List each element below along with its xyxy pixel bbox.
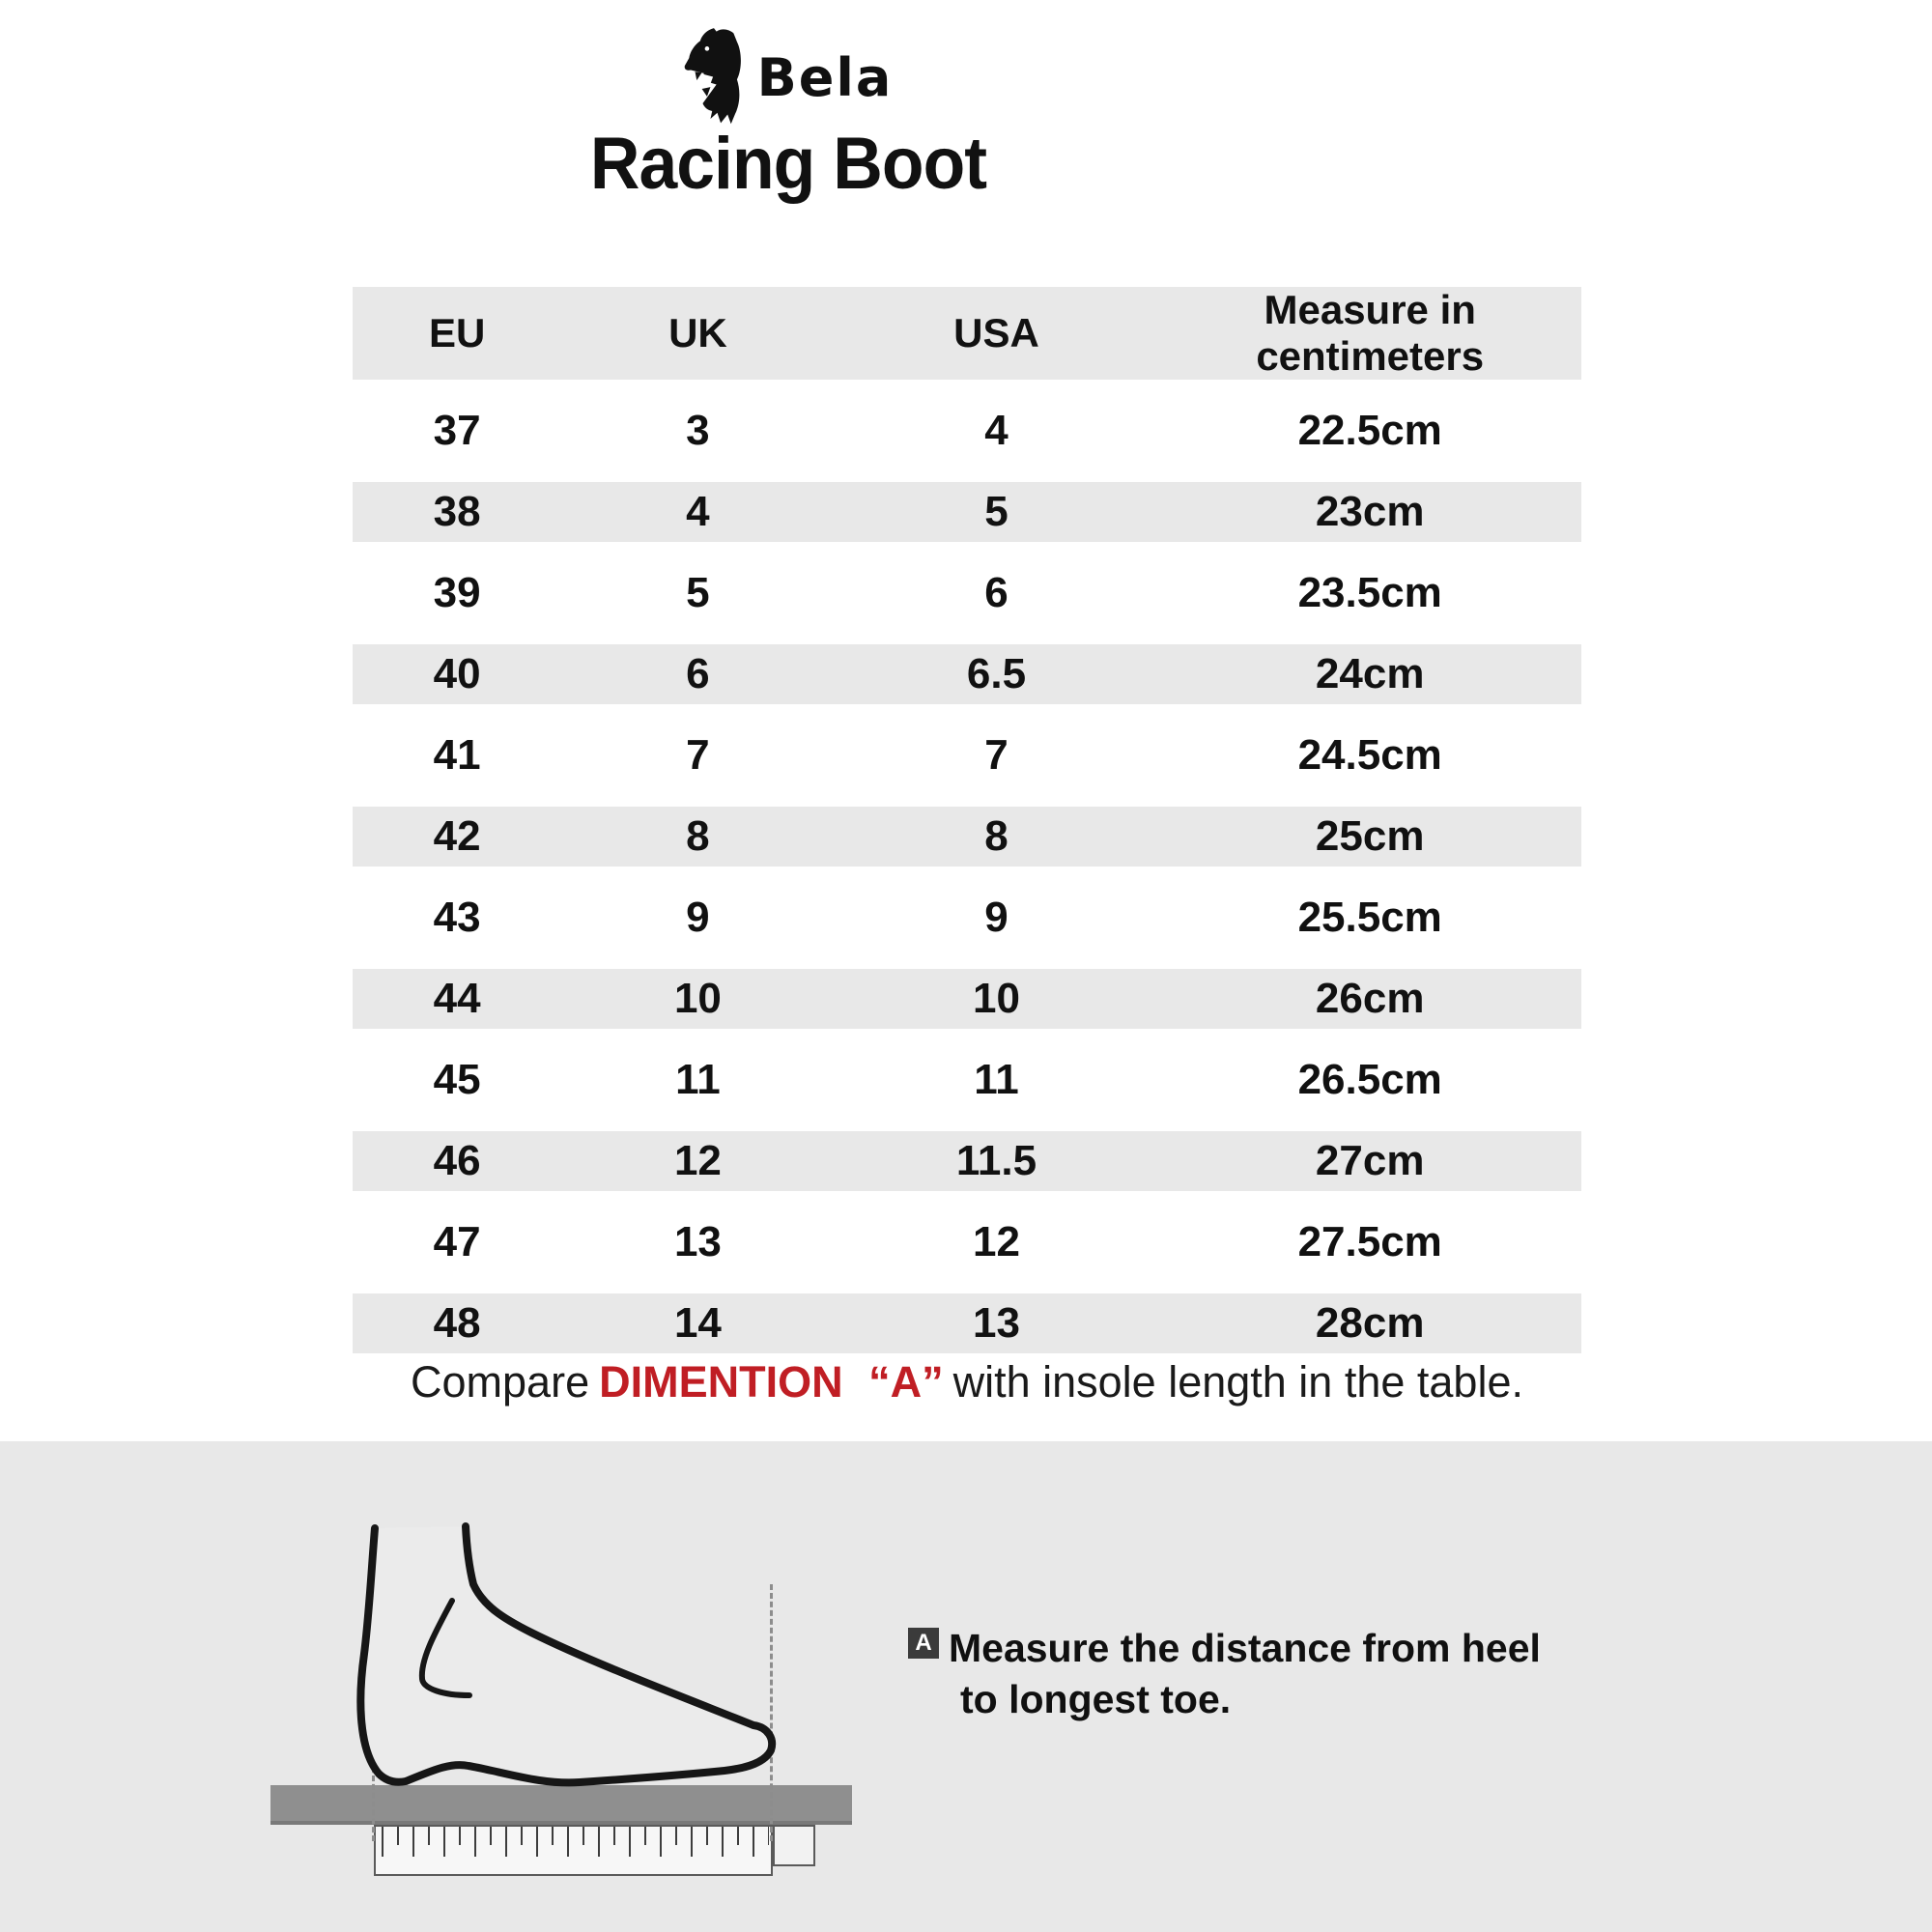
compare-note [353, 1357, 1581, 1407]
size-table [353, 287, 1581, 1353]
table-cell: 6 [561, 644, 834, 704]
table-cell: 11.5 [835, 1131, 1159, 1191]
table-cell: 27.5cm [1158, 1191, 1581, 1293]
foot-outline-icon [270, 1519, 811, 1818]
table-cell: 3 [561, 380, 834, 482]
table-cell: 14 [561, 1293, 834, 1353]
table-row [353, 704, 1581, 807]
table-cell: 44 [353, 969, 561, 1029]
header-cell-usa: USA [835, 287, 1159, 380]
table-cell: 10 [835, 969, 1159, 1029]
bear-logo-icon [684, 28, 744, 127]
table-cell: 24.5cm [1158, 704, 1581, 807]
table-cell: 10 [561, 969, 834, 1029]
table-cell: 5 [835, 482, 1159, 542]
table-cell: 9 [835, 867, 1159, 969]
table-cell: 40 [353, 644, 561, 704]
table-cell: 23cm [1158, 482, 1581, 542]
table-cell: 4 [561, 482, 834, 542]
table-row [353, 644, 1581, 704]
table-cell: 48 [353, 1293, 561, 1353]
measure-section [0, 1441, 1932, 1932]
table-cell: 11 [835, 1029, 1159, 1131]
ruler [374, 1825, 773, 1876]
table-cell: 5 [561, 542, 834, 644]
table-cell: 8 [835, 807, 1159, 867]
size-table-body [353, 380, 1581, 1353]
table-cell: 43 [353, 867, 561, 969]
table-cell: 4 [835, 380, 1159, 482]
table-cell: 24cm [1158, 644, 1581, 704]
note-suffix: with insole length in the table. [952, 1357, 1523, 1406]
ruler-end-box [773, 1825, 815, 1866]
table-row [353, 1131, 1581, 1191]
brand-header [0, 27, 1577, 206]
table-cell: 22.5cm [1158, 380, 1581, 482]
note-highlight: DIMENTION “A” [599, 1357, 944, 1406]
measure-instruction [908, 1623, 1541, 1725]
header-cell-uk: UK [561, 287, 834, 380]
size-table-header [353, 287, 1581, 380]
table-row [353, 1029, 1581, 1131]
table-cell: 38 [353, 482, 561, 542]
table-row [353, 482, 1581, 542]
table-cell: 8 [561, 807, 834, 867]
table-cell: 47 [353, 1191, 561, 1293]
table-row [353, 1191, 1581, 1293]
table-cell: 45 [353, 1029, 561, 1131]
table-cell: 26cm [1158, 969, 1581, 1029]
table-cell: 39 [353, 542, 561, 644]
table-cell: 28cm [1158, 1293, 1581, 1353]
table-row [353, 807, 1581, 867]
table-row [353, 867, 1581, 969]
table-cell: 7 [561, 704, 834, 807]
table-row [353, 380, 1581, 482]
table-cell: 41 [353, 704, 561, 807]
table-cell: 13 [561, 1191, 834, 1293]
table-row [353, 1293, 1581, 1353]
table-cell: 9 [561, 867, 834, 969]
table-cell: 7 [835, 704, 1159, 807]
brand-name: Bela [756, 46, 894, 108]
table-cell: 25.5cm [1158, 867, 1581, 969]
table-cell: 12 [561, 1131, 834, 1191]
header-cell-eu: EU [353, 287, 561, 380]
page-title: Racing Boot [589, 123, 987, 205]
table-cell: 37 [353, 380, 561, 482]
table-cell: 27cm [1158, 1131, 1581, 1191]
table-cell: 25cm [1158, 807, 1581, 867]
note-prefix: Compare [411, 1357, 590, 1406]
table-cell: 6 [835, 542, 1159, 644]
table-cell: 6.5 [835, 644, 1159, 704]
table-row [353, 542, 1581, 644]
header-cell-measure: Measure in centimeters [1158, 287, 1581, 380]
table-cell: 13 [835, 1293, 1159, 1353]
instruction-line2: to longest toe. [960, 1677, 1232, 1721]
table-cell: 11 [561, 1029, 834, 1131]
table-row [353, 969, 1581, 1029]
instruction-text [949, 1623, 1541, 1725]
table-cell: 42 [353, 807, 561, 867]
brand-logo [684, 27, 894, 128]
instruction-line1: Measure the distance from heel [949, 1626, 1541, 1670]
table-cell: 23.5cm [1158, 542, 1581, 644]
table-cell: 26.5cm [1158, 1029, 1581, 1131]
table-cell: 46 [353, 1131, 561, 1191]
dimension-a-badge: A [908, 1628, 939, 1659]
table-cell: 12 [835, 1191, 1159, 1293]
header-row [353, 287, 1581, 380]
